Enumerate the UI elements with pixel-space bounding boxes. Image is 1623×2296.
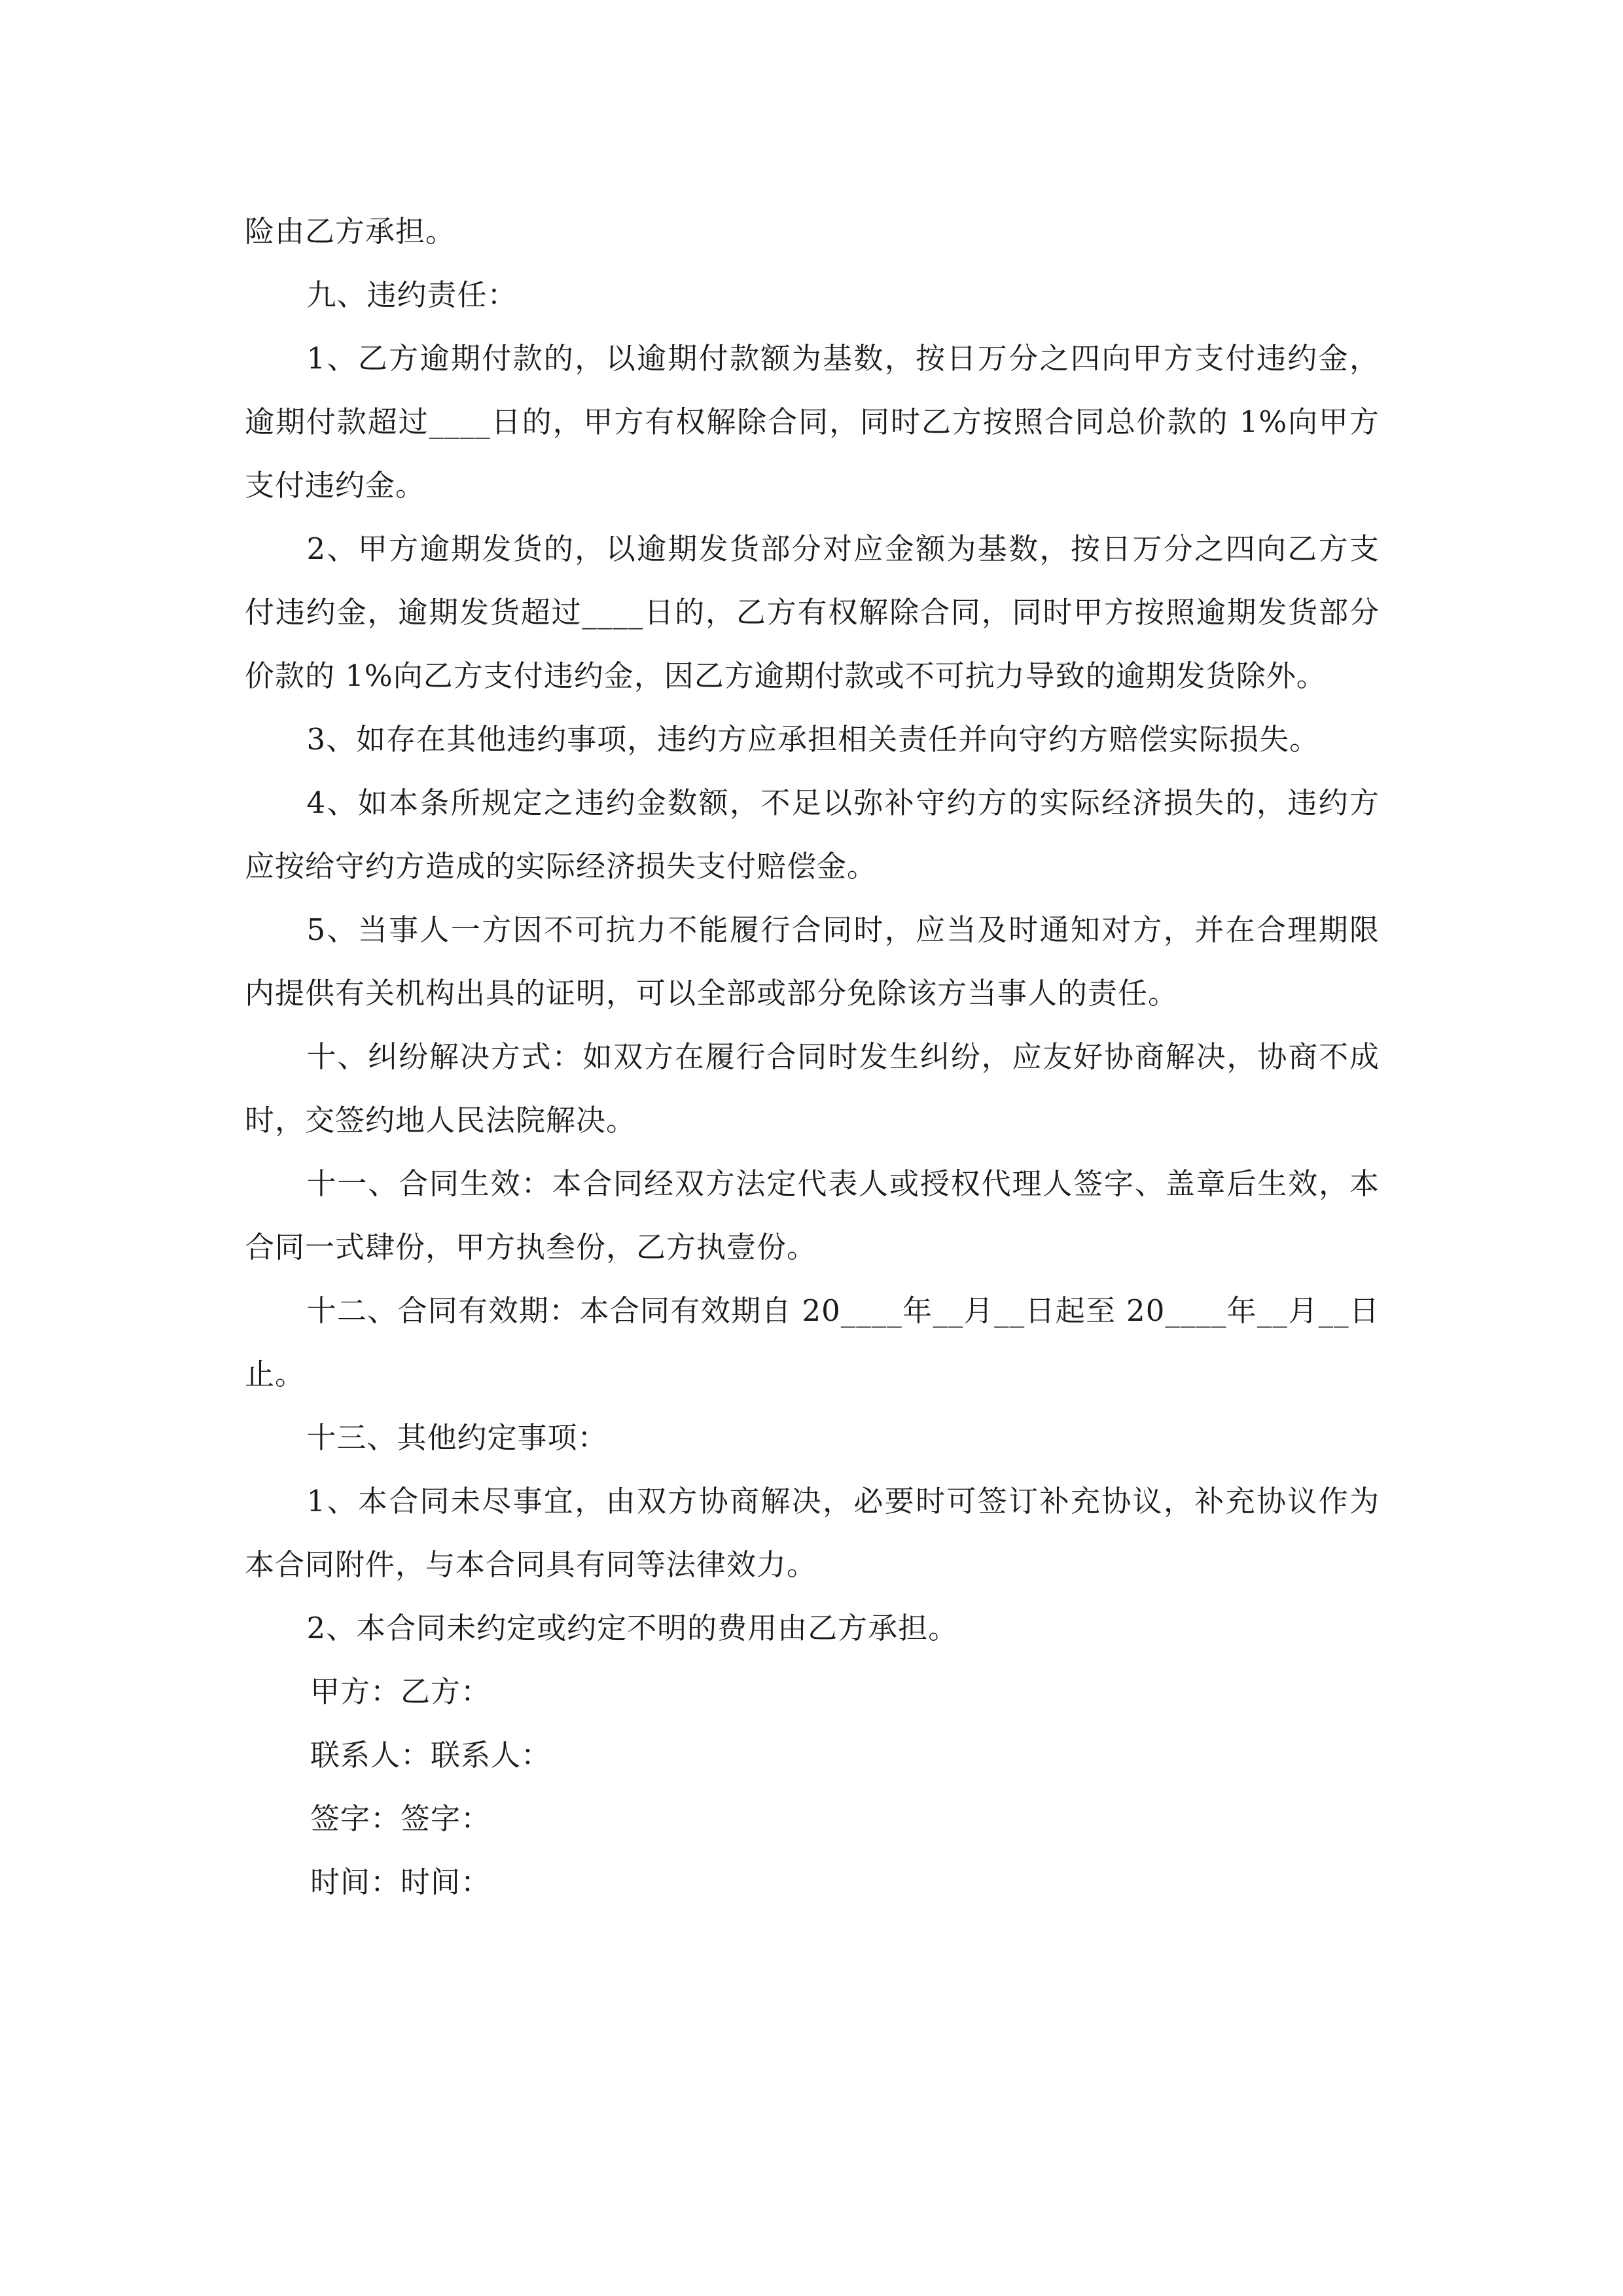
contact-b-label: 联系人： [431, 1738, 552, 1772]
signature-party-line [245, 1660, 1380, 1723]
contact-a-label: 联系人： [310, 1738, 431, 1772]
section-12: 十二、合同有效期：本合同有效期自 20____年__月__日起至 20____年__月__日止。 [245, 1293, 1380, 1391]
party-a-label: 甲方： [310, 1674, 401, 1709]
section-10: 十、纠纷解决方式：如双方在履行合同时发生纠纷，应友好协商解决，协商不成时，交签约地人民法院解决。 [245, 1039, 1380, 1138]
document-body [245, 200, 1380, 1914]
sign-a-label: 签字： [310, 1801, 401, 1836]
signature-time-line [245, 1850, 1380, 1914]
signature-sign-line [245, 1787, 1380, 1850]
section-11: 十一、合同生效：本合同经双方法定代表人或授权代理人签字、盖章后生效，本合同一式肆份，甲方执叁份，乙方执壹份。 [245, 1166, 1380, 1265]
clause-9-1: 1、乙方逾期付款的，以逾期付款额为基数，按日万分之四向甲方支付违约金，逾期付款超过____日的，甲方有权解除合同，同时乙方按照合同总价款的 1%向甲方支付违约金。 [245, 341, 1380, 503]
party-b-label: 乙方： [401, 1674, 491, 1709]
signature-contact-line [245, 1723, 1380, 1787]
clause-9-2: 2、甲方逾期发货的，以逾期发货部分对应金额为基数，按日万分之四向乙方支付违约金，逾期发货超过____日的，乙方有权解除合同，同时甲方按照逾期发货部分价款的 1%向乙方支付违约金，因乙方逾期付款或不可抗力导致的逾期发货除外。 [245, 531, 1380, 693]
section-9-heading: 九、违约责任： [306, 278, 518, 312]
clause-13-2: 2、本合同未约定或约定不明的费用由乙方承担。 [306, 1611, 959, 1645]
sign-b-label: 签字： [401, 1801, 491, 1836]
time-b-label: 时间： [401, 1865, 491, 1899]
clause-9-3: 3、如存在其他违约事项，违约方应承担相关责任并向守约方赔偿实际损失。 [306, 722, 1320, 757]
time-a-label: 时间： [310, 1865, 401, 1899]
paragraph-continuation: 险由乙方承担。 [245, 214, 456, 249]
clause-9-5: 5、当事人一方因不可抗力不能履行合同时，应当及时通知对方，并在合理期限内提供有关机构出具的证明，可以全部或部分免除该方当事人的责任。 [245, 912, 1380, 1011]
clause-13-1: 1、本合同未尽事宜，由双方协商解决，必要时可签订补充协议，补充协议作为本合同附件，与本合同具有同等法律效力。 [245, 1484, 1380, 1582]
clause-9-4: 4、如本条所规定之违约金数额，不足以弥补守约方的实际经济损失的，违约方应按给守约方造成的实际经济损失支付赔偿金。 [245, 785, 1380, 884]
section-13-heading: 十三、其他约定事项： [306, 1420, 608, 1455]
